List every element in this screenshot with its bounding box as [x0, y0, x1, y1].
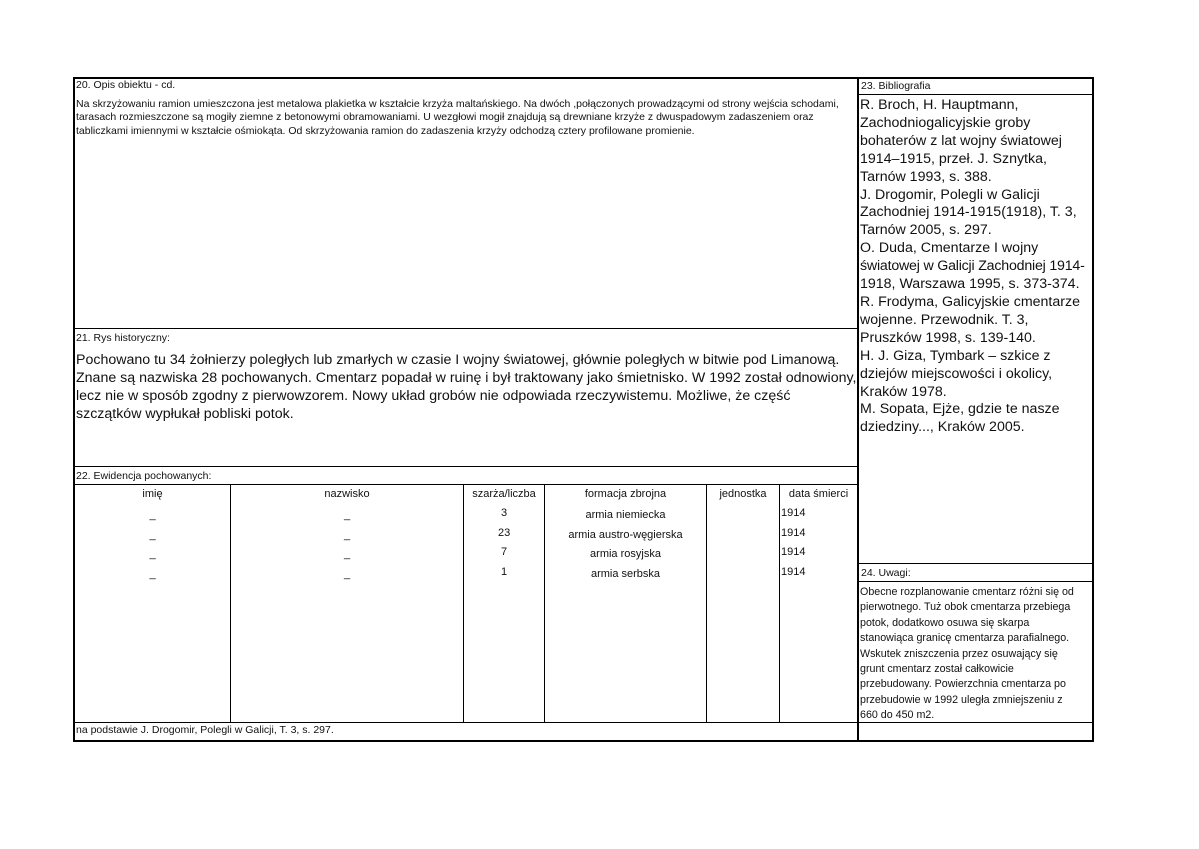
- section22-label-rule: [73, 484, 857, 485]
- cell-formacja: armia austro-węgierska: [568, 529, 683, 541]
- cell-data: 1914: [781, 546, 806, 558]
- cell-imie: _: [149, 568, 156, 580]
- col-header-nazwisko: nazwisko: [324, 488, 370, 500]
- table-col-divider: [706, 485, 707, 722]
- notes-line: Wskutek zniszczenia przez osuwający się: [860, 647, 1058, 660]
- notes-line: Obecne rozplanowanie cmentarz różni się od: [860, 586, 1074, 598]
- cell-nazwisko: _: [343, 529, 351, 541]
- notes-line: stanowiąca granicę cmentarza parafialnego.: [860, 632, 1070, 645]
- bibliography-line: Pruszków 1998, s. 139-140.: [860, 329, 1036, 346]
- notes-line: grunt cmentarz został całkowicie: [860, 663, 1014, 676]
- cell-liczba: 1: [501, 566, 508, 578]
- cell-liczba: 23: [498, 527, 511, 539]
- notes-label-rule: [858, 581, 1093, 582]
- cell-imie: _: [149, 529, 156, 541]
- bibliography-line: M. Sopata, Ejże, gdzie te nasze: [860, 401, 1060, 418]
- bibliography-line: dziedziny..., Kraków 2005.: [860, 419, 1025, 436]
- section21-text: Pochowano tu 34 żołnierzy poległych lub zmarłych w czasie I wojny światowej, głównie poległych w bitwie pod Limanową. Znane są nazwiska 28 pochowanych. Cmentarz popadał w ruinę i był traktowany jako śmietnisko. W 1992 został odnowiony, lecz nie w sposób zgodny z pierwowzorem. Nowy układ grobów nie odpowiada rzeczywistemu. Możliwe, że część szczątków wypłukał pobliski potok.: [76, 352, 857, 422]
- notes-text: [860, 585, 1092, 724]
- notes-line: pierwotnego. Tuż obok cmentarza przebiega: [860, 601, 1071, 614]
- bibliography-line: wojenne. Przewodnik. T. 3,: [860, 311, 1029, 328]
- table-bottom-rule: [73, 722, 857, 723]
- bibliography-line: H. J. Giza, Tymbark – szkice z: [860, 347, 1051, 364]
- bibliography-line: Zachodniej 1914-1915(1918), T. 3,: [860, 204, 1077, 221]
- cell-formacja: armia niemiecka: [585, 509, 666, 521]
- cell-liczba: 3: [501, 507, 508, 519]
- bibliography-line: Zachodniogalicyjskie groby: [860, 114, 1031, 131]
- cell-nazwisko: _: [343, 509, 351, 521]
- notes-line: przebudowany. Powierzchnia cmentarza po: [860, 678, 1066, 691]
- bibliography-list: [860, 97, 1094, 437]
- table-col-divider: [779, 485, 780, 722]
- section22-label: 22. Ewidencja pochowanych:: [76, 470, 212, 482]
- cell-imie: _: [149, 548, 156, 560]
- notes-line: potok, dodatkowo osuwa się skarpa: [860, 616, 1030, 629]
- section21-top-rule: [73, 328, 857, 329]
- bibliography-line: 1918, Warszawa 1995, s. 373-374.: [860, 276, 1080, 293]
- col-header-formacja: formacja zbrojna: [584, 488, 667, 500]
- cell-formacja: armia serbska: [590, 568, 661, 580]
- cell-liczba: 7: [501, 546, 508, 558]
- cell-nazwisko: _: [343, 568, 351, 580]
- col-header-data: data śmierci: [788, 488, 849, 500]
- section20-text: Na skrzyżowaniu ramion umieszczona jest metalowa plakietka w kształcie krzyża maltańskiego. Na dwóch ,połączonych prowadzącymi od strony wejścia schodami, tarasach rozmieszczone są mogiły ziemne z betonowymi obramowaniami. U wezgłowi mogił znajdują są drewniane krzyże z dwuspadowym zadaszeniem oraz tabliczkami imiennymi w kształcie ośmiokąta. Od skrzyżowania ramion do zadaszenia krzyży odchodzą cztery profilowane promienie.: [76, 98, 839, 137]
- col-header-imie: imię: [142, 488, 163, 500]
- cell-formacja: armia rosyjska: [590, 548, 661, 560]
- notes-top-rule: [858, 563, 1093, 564]
- cell-data: 1914: [781, 566, 806, 578]
- bibliography-line: światowej w Galicji Zachodniej 1914-: [860, 258, 1085, 275]
- section23-label: 23. Bibliografia: [861, 80, 931, 92]
- section24-label: 24. Uwagi:: [861, 567, 911, 579]
- bibliography-line: O. Duda, Cmentarze I wojny: [860, 240, 1039, 257]
- bibliography-line: bohaterów z lat wojny światowej: [860, 132, 1062, 149]
- notes-line: 660 do 450 m2.: [860, 709, 935, 722]
- cell-data: 1914: [781, 527, 806, 539]
- bibliography-line: 1914–1915, przeł. J. Sznytka,: [860, 150, 1047, 167]
- table-col-divider: [463, 485, 464, 722]
- cell-data: 1914: [781, 507, 806, 519]
- col-header-jednostka: jednostka: [719, 488, 767, 500]
- section22-top-rule: [73, 466, 857, 467]
- bibliography-line: Tarnów 2005, s. 297.: [860, 222, 992, 239]
- table-source-note: na podstawie J. Drogomir, Polegli w Galicji, T. 3, s. 297.: [76, 724, 334, 736]
- section20-label: 20. Opis obiektu - cd.: [76, 79, 176, 91]
- cell-imie: _: [149, 509, 156, 521]
- bibliography-line: dziejów miejscowości i okolicy,: [860, 365, 1053, 382]
- col-header-szarza: szarża/liczba: [472, 488, 536, 500]
- bibliography-line: R. Frodyma, Galicyjskie cmentarze: [860, 293, 1080, 310]
- section21-label: 21. Rys historyczny:: [76, 332, 170, 344]
- bibliography-line: J. Drogomir, Polegli w Galicji: [860, 186, 1040, 203]
- bibliography-line: Tarnów 1993, s. 388.: [860, 168, 992, 185]
- cell-nazwisko: _: [343, 548, 351, 560]
- bibliography-line: R. Broch, H. Hauptmann,: [860, 97, 1019, 113]
- bibliography-label-rule: [858, 94, 1093, 95]
- notes-line: przebudowie w 1992 uległa zmniejszeniu z: [860, 693, 1063, 706]
- bibliography-line: Kraków 1978.: [860, 383, 947, 400]
